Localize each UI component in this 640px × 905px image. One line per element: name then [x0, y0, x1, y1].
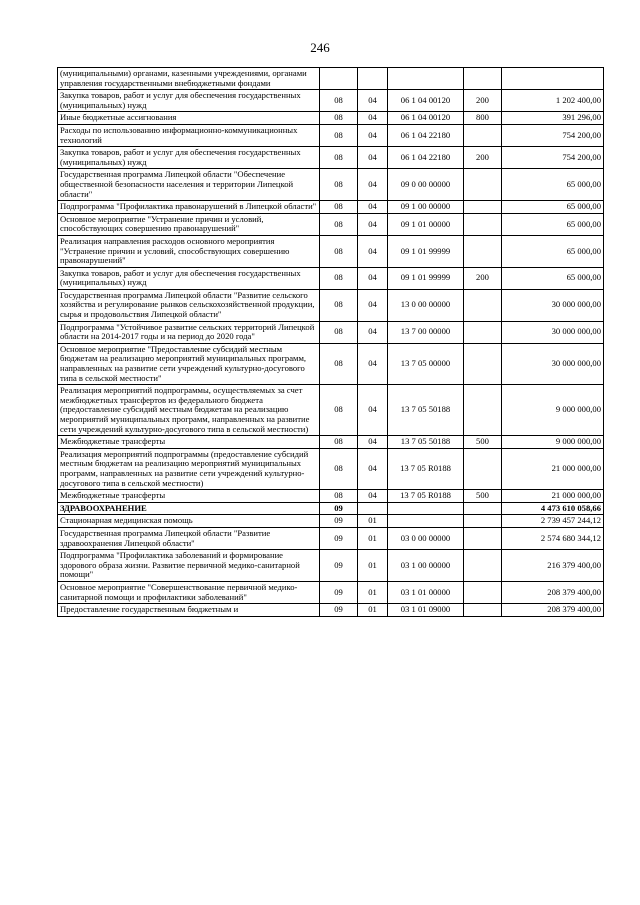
row-section: 09: [320, 515, 358, 528]
row-name: Межбюджетные трансферты: [58, 490, 320, 503]
row-section: 08: [320, 448, 358, 489]
row-subsection: 04: [358, 112, 388, 125]
table-row: [58, 235, 604, 267]
table-row: [58, 267, 604, 289]
row-subsection: 01: [358, 527, 388, 549]
row-section: 08: [320, 213, 358, 235]
row-name: ЗДРАВООХРАНЕНИЕ: [58, 502, 320, 515]
row-expense-type: [464, 502, 502, 515]
table-row: [58, 343, 604, 384]
row-subsection: 04: [358, 321, 388, 343]
row-section: 08: [320, 267, 358, 289]
row-name: Закупка товаров, работ и услуг для обеспечения государственных (муниципальных) нужд: [58, 267, 320, 289]
row-amount: 1 202 400,00: [502, 90, 604, 112]
row-section: 08: [320, 124, 358, 146]
row-article: 09 1 01 00000: [388, 213, 464, 235]
page-number: 246: [310, 40, 330, 55]
row-section: 09: [320, 527, 358, 549]
row-amount: 208 379 400,00: [502, 581, 604, 603]
row-section: 08: [320, 289, 358, 321]
row-name: Межбюджетные трансферты: [58, 436, 320, 449]
row-name: Предоставление государственным бюджетным и: [58, 604, 320, 617]
row-amount: 30 000 000,00: [502, 289, 604, 321]
row-amount: 65 000,00: [502, 201, 604, 214]
table-row: [58, 289, 604, 321]
row-article: 09 0 00 00000: [388, 169, 464, 201]
table-row: [58, 147, 604, 169]
row-expense-type: [464, 385, 502, 436]
row-subsection: 04: [358, 124, 388, 146]
row-expense-type: 800: [464, 112, 502, 125]
row-name: Закупка товаров, работ и услуг для обеспечения государственных (муниципальных) нужд: [58, 90, 320, 112]
table-row: [58, 124, 604, 146]
row-article: 06 1 04 00120: [388, 112, 464, 125]
row-amount: 2 739 457 244,12: [502, 515, 604, 528]
row-name: Основное мероприятие "Совершенствование первичной медико-санитарной помощи и профилактики заболеваний": [58, 581, 320, 603]
table-row: [58, 502, 604, 515]
row-subsection: 04: [358, 436, 388, 449]
row-expense-type: [464, 343, 502, 384]
row-article: 03 0 00 00000: [388, 527, 464, 549]
row-subsection: 04: [358, 213, 388, 235]
row-subsection: 04: [358, 490, 388, 503]
row-section: 09: [320, 581, 358, 603]
row-subsection: 04: [358, 267, 388, 289]
row-amount: [502, 68, 604, 90]
table-row: [58, 321, 604, 343]
row-name: Реализация мероприятий подпрограммы, осуществляемых за счет межбюджетных трансфертов из федерального бюджета (предоставление субсидий местным бюджетам на реализацию мероприятий муниципальных программ, направленных на развитие сети учреждений культурно-досугового типа в сельской местности): [58, 385, 320, 436]
row-expense-type: [464, 68, 502, 90]
row-section: 08: [320, 147, 358, 169]
row-article: 09 1 01 99999: [388, 267, 464, 289]
row-subsection: 04: [358, 343, 388, 384]
row-amount: 30 000 000,00: [502, 343, 604, 384]
row-article: 13 7 00 00000: [388, 321, 464, 343]
row-expense-type: 500: [464, 490, 502, 503]
row-article: 13 7 05 R0188: [388, 490, 464, 503]
table-row: [58, 550, 604, 582]
row-expense-type: [464, 235, 502, 267]
row-article: 09 1 01 99999: [388, 235, 464, 267]
row-amount: 65 000,00: [502, 267, 604, 289]
row-section: 08: [320, 112, 358, 125]
row-amount: 391 296,00: [502, 112, 604, 125]
row-expense-type: [464, 213, 502, 235]
row-name: Основное мероприятие "Предоставление субсидий местным бюджетам на реализацию мероприятий муниципальных программ, направленных на развитие сети учреждений культурно-досугового типа в сельской местности": [58, 343, 320, 384]
row-expense-type: [464, 321, 502, 343]
row-section: 09: [320, 502, 358, 515]
row-expense-type: [464, 169, 502, 201]
table-row: [58, 169, 604, 201]
row-amount: 21 000 000,00: [502, 448, 604, 489]
row-section: 08: [320, 201, 358, 214]
row-name: Закупка товаров, работ и услуг для обеспечения государственных (муниципальных) нужд: [58, 147, 320, 169]
row-name: Иные бюджетные ассигнования: [58, 112, 320, 125]
row-subsection: 01: [358, 581, 388, 603]
row-article: 03 1 01 00000: [388, 581, 464, 603]
row-name: Подпрограмма "Профилактика заболеваний и формирование здорового образа жизни. Развитие первичной медико-санитарной помощи": [58, 550, 320, 582]
row-section: 08: [320, 436, 358, 449]
table-row: [58, 112, 604, 125]
row-amount: 208 379 400,00: [502, 604, 604, 617]
row-amount: 4 473 610 058,66: [502, 502, 604, 515]
row-article: 03 1 00 00000: [388, 550, 464, 582]
row-name: Подпрограмма "Профилактика правонарушений в Липецкой области": [58, 201, 320, 214]
row-amount: 65 000,00: [502, 169, 604, 201]
table-row: [58, 527, 604, 549]
table-row: [58, 604, 604, 617]
table-row: [58, 448, 604, 489]
row-expense-type: [464, 515, 502, 528]
row-subsection: [358, 68, 388, 90]
row-article: 13 0 00 00000: [388, 289, 464, 321]
row-article: [388, 515, 464, 528]
row-expense-type: 500: [464, 436, 502, 449]
budget-table: [57, 67, 604, 617]
row-section: 08: [320, 385, 358, 436]
row-article: 13 7 05 R0188: [388, 448, 464, 489]
row-section: 08: [320, 490, 358, 503]
row-expense-type: [464, 124, 502, 146]
row-amount: 65 000,00: [502, 213, 604, 235]
row-article: 06 1 04 00120: [388, 90, 464, 112]
row-subsection: 04: [358, 201, 388, 214]
row-name: Подпрограмма "Устойчивое развитие сельских территорий Липецкой области на 2014-2017 годы и на период до 2020 года": [58, 321, 320, 343]
row-expense-type: [464, 201, 502, 214]
table-row: [58, 213, 604, 235]
row-section: 08: [320, 169, 358, 201]
row-name: Государственная программа Липецкой области "Развитие здравоохранения Липецкой области": [58, 527, 320, 549]
row-amount: 9 000 000,00: [502, 436, 604, 449]
row-section: 09: [320, 604, 358, 617]
row-section: 08: [320, 343, 358, 384]
table-row: [58, 201, 604, 214]
row-article: [388, 502, 464, 515]
row-section: 08: [320, 90, 358, 112]
row-amount: 65 000,00: [502, 235, 604, 267]
row-article: 03 1 01 09000: [388, 604, 464, 617]
row-name: Реализация направления расходов основного мероприятия "Устранение причин и условий, способствующих совершению правонарушений": [58, 235, 320, 267]
row-name: Стационарная медицинская помощь: [58, 515, 320, 528]
row-subsection: 04: [358, 169, 388, 201]
row-article: 13 7 05 00000: [388, 343, 464, 384]
row-name: (муниципальными) органами, казенными учреждениями, органами управления государственными внебюджетными фондами: [58, 68, 320, 90]
row-article: 13 7 05 50188: [388, 385, 464, 436]
row-section: 08: [320, 321, 358, 343]
row-amount: 754 200,00: [502, 147, 604, 169]
row-expense-type: [464, 289, 502, 321]
row-article: 06 1 04 22180: [388, 124, 464, 146]
row-subsection: 04: [358, 235, 388, 267]
row-amount: 30 000 000,00: [502, 321, 604, 343]
row-subsection: 04: [358, 147, 388, 169]
row-subsection: 01: [358, 550, 388, 582]
row-name: Основное мероприятие "Устранение причин и условий, способствующих совершению правонарушений": [58, 213, 320, 235]
row-amount: 2 574 680 344,12: [502, 527, 604, 549]
row-name: Расходы по использованию информационно-коммуникационных технологий: [58, 124, 320, 146]
row-subsection: 04: [358, 448, 388, 489]
row-subsection: 01: [358, 515, 388, 528]
row-expense-type: [464, 527, 502, 549]
row-amount: 9 000 000,00: [502, 385, 604, 436]
row-name: Государственная программа Липецкой области "Развитие сельского хозяйства и регулирование рынков сельскохозяйственной продукции, сырья и продовольствия Липецкой области": [58, 289, 320, 321]
table-row: [58, 515, 604, 528]
row-expense-type: 200: [464, 267, 502, 289]
row-expense-type: 200: [464, 90, 502, 112]
table-row: [58, 68, 604, 90]
row-expense-type: [464, 550, 502, 582]
table-row: [58, 436, 604, 449]
row-subsection: 04: [358, 90, 388, 112]
table-row: [58, 90, 604, 112]
row-expense-type: 200: [464, 147, 502, 169]
row-expense-type: [464, 581, 502, 603]
row-subsection: 04: [358, 289, 388, 321]
table-row: [58, 490, 604, 503]
row-article: 09 1 00 00000: [388, 201, 464, 214]
row-name: Реализация мероприятий подпрограммы (предоставление субсидий местным бюджетам на реализацию мероприятий муниципальных программ, направленных на развитие сети учреждений культурно-досугового типа в сельской местности): [58, 448, 320, 489]
row-section: 09: [320, 550, 358, 582]
row-article: 13 7 05 50188: [388, 436, 464, 449]
table-row: [58, 385, 604, 436]
row-subsection: 04: [358, 385, 388, 436]
row-amount: 754 200,00: [502, 124, 604, 146]
row-article: [388, 68, 464, 90]
row-subsection: 01: [358, 604, 388, 617]
table-row: [58, 581, 604, 603]
row-section: [320, 68, 358, 90]
row-expense-type: [464, 448, 502, 489]
row-amount: 216 379 400,00: [502, 550, 604, 582]
row-section: 08: [320, 235, 358, 267]
row-article: 06 1 04 22180: [388, 147, 464, 169]
row-subsection: [358, 502, 388, 515]
row-name: Государственная программа Липецкой области "Обеспечение общественной безопасности населения и территории Липецкой области": [58, 169, 320, 201]
row-amount: 21 000 000,00: [502, 490, 604, 503]
row-expense-type: [464, 604, 502, 617]
